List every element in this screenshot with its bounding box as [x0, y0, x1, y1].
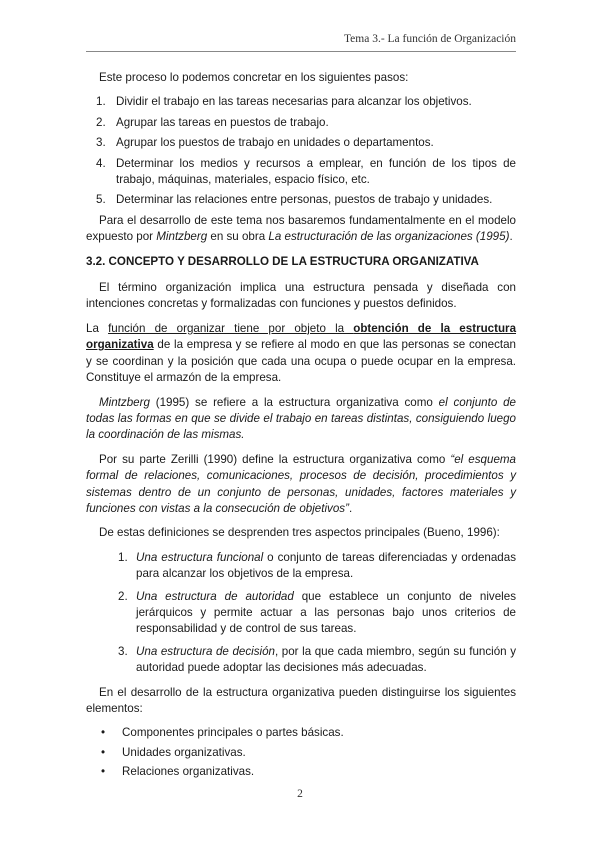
text-span: de la empresa y se refiere al modo en que las personas se conectan y se coordinan y la posición que cada una ocupa o puede ocupar en la empresa. Constituye el armazón de la empresa. [86, 338, 516, 385]
step-number: 4. [96, 156, 106, 170]
text-span: (1995) se refiere a la estructura organizativa como [149, 395, 439, 409]
aspect-item [86, 550, 516, 583]
text-span: . [348, 501, 353, 515]
aspect-term: Una estructura de autoridad [136, 589, 294, 603]
page-number: 2 [297, 788, 303, 800]
text-span: en su obra [207, 230, 269, 244]
aspect-text: , por la que cada miembro, según su función y autoridad puede adoptar las decisiones más adecuadas. [136, 644, 516, 675]
step-item [86, 156, 516, 189]
author-name: Mintzberg [99, 395, 150, 409]
intro-paragraph: Este proceso lo podemos concretar en los siguientes pasos: [99, 71, 409, 84]
aspects-intro-paragraph: De estas definiciones se desprenden tres aspectos principales (Bueno, 1996): [99, 526, 500, 540]
step-number: 1. [96, 95, 106, 109]
step-item [86, 135, 516, 151]
step-number: 3. [96, 136, 106, 150]
step-number: 5. [96, 193, 106, 207]
aspect-item [86, 644, 516, 677]
bullet-icon: • [101, 765, 106, 779]
quote-text: “el esquema formal de relaciones, comunicaciones, procesos de decisión, procedimientos y sistemas dentro de un conjunto de personas, unidades, factores materiales y funciones con vistas a la consecución de objetivos” [86, 452, 516, 515]
aspects-list [86, 550, 516, 677]
definition-paragraph: El término organización implica una estructura pensada y diseñada con intenciones concretas y formalizadas con funciones y puestos definidos. [86, 281, 516, 311]
step-item [86, 94, 516, 110]
step-item [86, 115, 516, 131]
mintzberg-definition-paragraph [86, 395, 516, 444]
step-text: Dividir el trabajo en las tareas necesarias para alcanzar los objetivos. [116, 95, 472, 109]
aspect-item [86, 589, 516, 638]
quote-text: el conjunto de todas las formas en que se divide el trabajo en tareas distintas, consiguiendo luego la coordinación de las mismas. [86, 395, 516, 442]
elements-list [86, 725, 516, 780]
aspect-text: o conjunto de tareas diferenciadas y ordenadas para alcanzar los objetivos de la empresa. [136, 550, 516, 581]
aspect-number: 1. [118, 550, 128, 564]
step-item [86, 192, 516, 208]
element-item [86, 745, 516, 761]
elements-intro-paragraph: En el desarrollo de la estructura organizativa pueden distinguirse los siguientes elementos: [86, 685, 516, 715]
aspect-text: que establece un conjunto de niveles jerárquicos y permite actuar a las personas bajo unos criterios de responsabilidad y de control de sus tareas. [136, 589, 516, 636]
page-content [86, 70, 516, 784]
bullet-icon: • [101, 726, 106, 740]
element-item [86, 725, 516, 741]
aspect-number: 3. [118, 644, 128, 658]
aspect-term: Una estructura de decisión [136, 644, 275, 658]
text-span: . [509, 230, 513, 244]
steps-list [86, 94, 516, 208]
zerilli-definition-paragraph [86, 452, 516, 518]
step-text: Agrupar las tareas en puestos de trabajo. [116, 115, 329, 129]
aspect-term: Una estructura funcional [136, 550, 264, 564]
step-text: Determinar los medios y recursos a emplear, en función de los tipos de trabajo, máquinas, materiales, espacio físico, etc. [116, 156, 516, 187]
aspect-number: 2. [118, 589, 128, 603]
element-item [86, 764, 516, 780]
running-header [86, 33, 516, 52]
mintzberg-reference-paragraph [86, 213, 516, 246]
emphasized-phrase: obtención de la estructura organizativa [86, 321, 517, 352]
work-title: La estructuración de las organizaciones (1995) [268, 230, 510, 244]
text-span: Para el desarrollo de este tema nos basaremos fundamentalmente en el modelo expuesto por [86, 213, 516, 244]
author-name: Mintzberg [156, 230, 208, 244]
step-text: Determinar las relaciones entre personas, puestos de trabajo y unidades. [116, 193, 493, 207]
underlined-phrase: función de organizar tiene por objeto la [108, 321, 354, 335]
section-heading: 3.2. CONCEPTO Y DESARROLLO DE LA ESTRUCTURA ORGANIZATIVA [86, 254, 479, 268]
element-text: Unidades organizativas. [122, 745, 246, 759]
bullet-icon: • [101, 745, 106, 759]
function-paragraph [86, 321, 516, 387]
text-span: Por su parte Zerilli (1990) define la estructura organizativa como [99, 452, 451, 466]
header-title: Tema 3.- La función de Organización [343, 33, 516, 45]
step-text: Agrupar los puestos de trabajo en unidades o departamentos. [116, 136, 434, 150]
step-number: 2. [96, 115, 106, 129]
text-span: La [86, 321, 109, 335]
element-text: Relaciones organizativas. [122, 765, 255, 779]
element-text: Componentes principales o partes básicas. [122, 726, 344, 740]
